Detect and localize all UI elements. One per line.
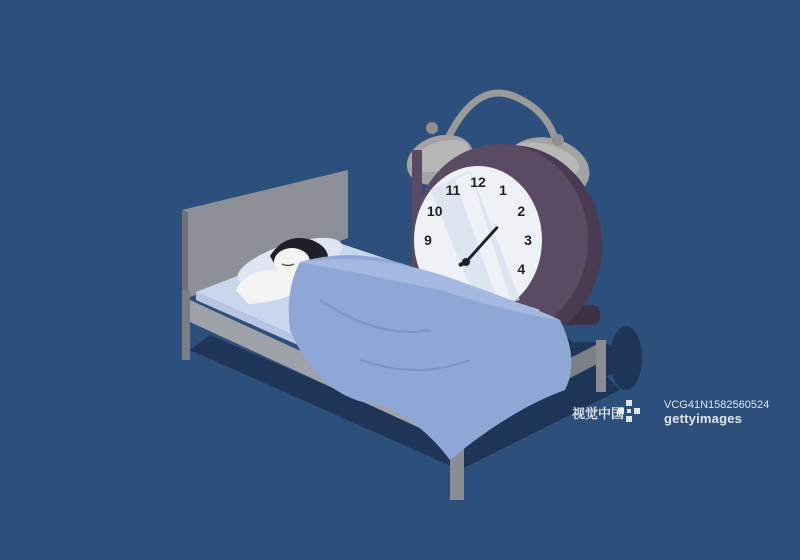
clock-numeral: 1 <box>499 181 507 198</box>
watermark <box>572 398 769 426</box>
watermark-brand: gettyimages <box>664 411 743 426</box>
clock-hand-pivot <box>462 258 470 266</box>
clock-numeral: 11 <box>445 181 461 198</box>
clock-numeral: 10 <box>426 203 443 219</box>
clock-numeral: 4 <box>517 261 526 277</box>
bed-leg <box>596 340 606 392</box>
watermark-image-id: VCG41N1582560524 <box>664 399 770 411</box>
watermark-logo-text: 视觉中国 <box>572 405 625 421</box>
watermark-spacer <box>632 400 656 424</box>
clock-numeral: 12 <box>470 174 486 190</box>
clock-numeral: 9 <box>424 232 432 248</box>
clock-numeral: 2 <box>517 203 526 219</box>
clock-numeral: 3 <box>524 232 532 248</box>
